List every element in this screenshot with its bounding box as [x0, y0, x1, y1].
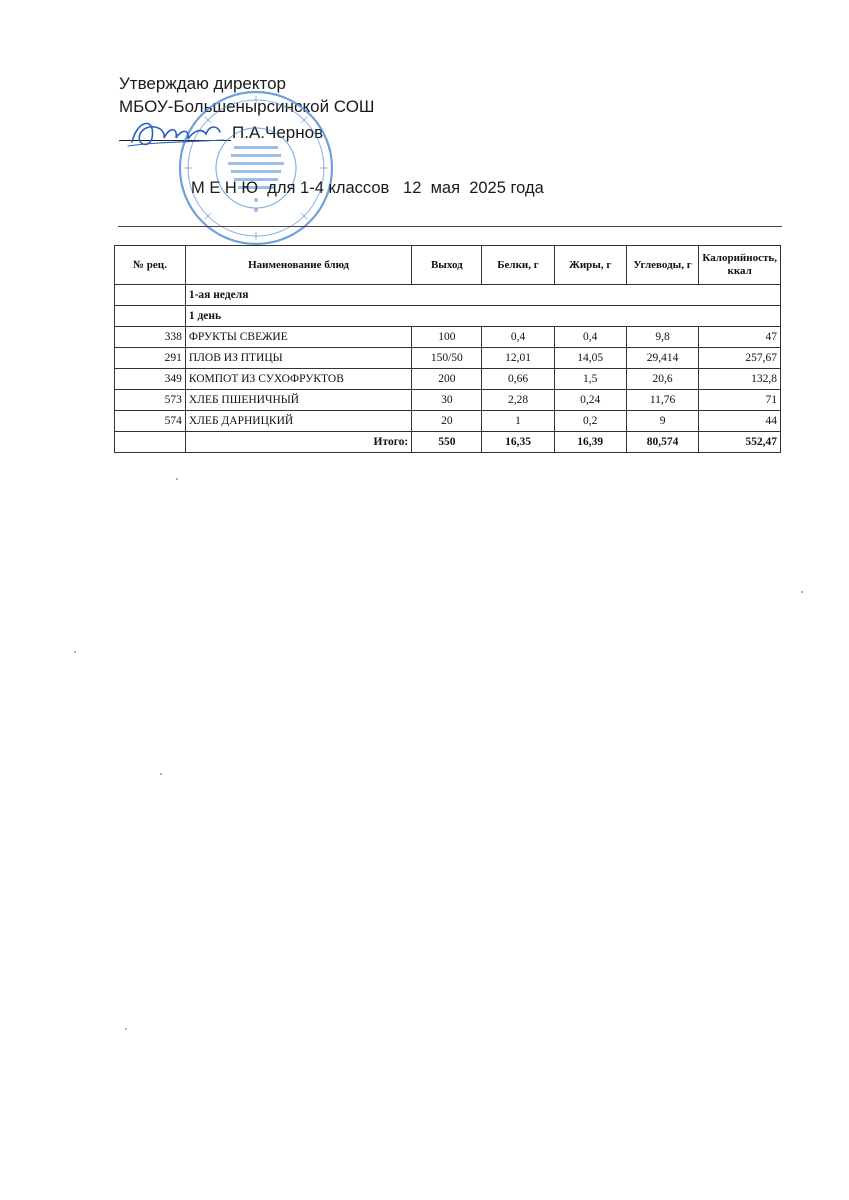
dish-protein: 1	[482, 411, 554, 432]
dish-name: ПЛОВ ИЗ ПТИЦЫ	[185, 348, 411, 369]
dish-carbs: 29,414	[626, 348, 699, 369]
dish-name: ФРУКТЫ СВЕЖИЕ	[185, 327, 411, 348]
week-row	[115, 285, 781, 306]
table-row	[115, 348, 781, 369]
rec-number: 574	[115, 411, 186, 432]
rec-number: 349	[115, 369, 186, 390]
menu-table	[114, 245, 781, 453]
total-fat: 16,39	[554, 432, 626, 453]
dish-fat: 0,24	[554, 390, 626, 411]
scan-speck	[801, 591, 803, 593]
week-label: 1-ая неделя	[185, 285, 780, 306]
table-row	[115, 411, 781, 432]
table-row	[115, 327, 781, 348]
dish-fat: 1,5	[554, 369, 626, 390]
director-name: П.А.Чернов	[232, 123, 324, 142]
header-fat: Жиры, г	[554, 246, 626, 285]
dish-fat: 0,4	[554, 327, 626, 348]
dish-output: 150/50	[412, 348, 482, 369]
header-rec: № рец.	[115, 246, 186, 285]
header-carbs: Углеводы, г	[626, 246, 699, 285]
approve-title: Утверждаю директор	[119, 74, 287, 93]
dish-carbs: 9,8	[626, 327, 699, 348]
scan-speck	[125, 1028, 127, 1030]
scan-speck	[160, 773, 162, 775]
table-row	[115, 369, 781, 390]
dish-protein: 0,4	[482, 327, 554, 348]
scan-speck	[176, 478, 178, 480]
day-row	[115, 306, 781, 327]
dish-calories: 44	[699, 411, 781, 432]
total-row-empty	[115, 432, 186, 453]
dish-protein: 12,01	[482, 348, 554, 369]
dish-output: 30	[412, 390, 482, 411]
header-name: Наименование блюд	[185, 246, 411, 285]
dish-name: ХЛЕБ ПШЕНИЧНЫЙ	[185, 390, 411, 411]
dish-output: 100	[412, 327, 482, 348]
table-header-row	[115, 246, 781, 285]
dish-output: 200	[412, 369, 482, 390]
day-row-empty	[115, 306, 186, 327]
menu-title: М Е Н Ю для 1-4 классов 12 мая 2025 года	[191, 179, 544, 197]
dish-protein: 2,28	[482, 390, 554, 411]
header-protein: Белки, г	[482, 246, 554, 285]
signature-icon	[126, 112, 226, 152]
dish-protein: 0,66	[482, 369, 554, 390]
dish-name: ХЛЕБ ДАРНИЦКИЙ	[185, 411, 411, 432]
week-row-empty	[115, 285, 186, 306]
dish-calories: 257,67	[699, 348, 781, 369]
table-row	[115, 390, 781, 411]
dish-name: КОМПОТ ИЗ СУХОФРУКТОВ	[185, 369, 411, 390]
total-protein: 16,35	[482, 432, 554, 453]
school-name: МБОУ-Большенырсинской СОШ	[119, 97, 375, 116]
total-calories: 552,47	[699, 432, 781, 453]
scan-speck	[74, 651, 76, 653]
header-calories: Калорийность, ккал	[699, 246, 781, 285]
dish-calories: 132,8	[699, 369, 781, 390]
header-output: Выход	[412, 246, 482, 285]
dish-output: 20	[412, 411, 482, 432]
rec-number: 291	[115, 348, 186, 369]
rec-number: 338	[115, 327, 186, 348]
total-label: Итого:	[185, 432, 411, 453]
total-carbs: 80,574	[626, 432, 699, 453]
dish-fat: 0,2	[554, 411, 626, 432]
header-divider	[118, 226, 782, 227]
day-label: 1 день	[185, 306, 780, 327]
total-output: 550	[412, 432, 482, 453]
dish-calories: 71	[699, 390, 781, 411]
dish-calories: 47	[699, 327, 781, 348]
total-row	[115, 432, 781, 453]
dish-carbs: 9	[626, 411, 699, 432]
dish-carbs: 20,6	[626, 369, 699, 390]
dish-fat: 14,05	[554, 348, 626, 369]
dish-carbs: 11,76	[626, 390, 699, 411]
rec-number: 573	[115, 390, 186, 411]
